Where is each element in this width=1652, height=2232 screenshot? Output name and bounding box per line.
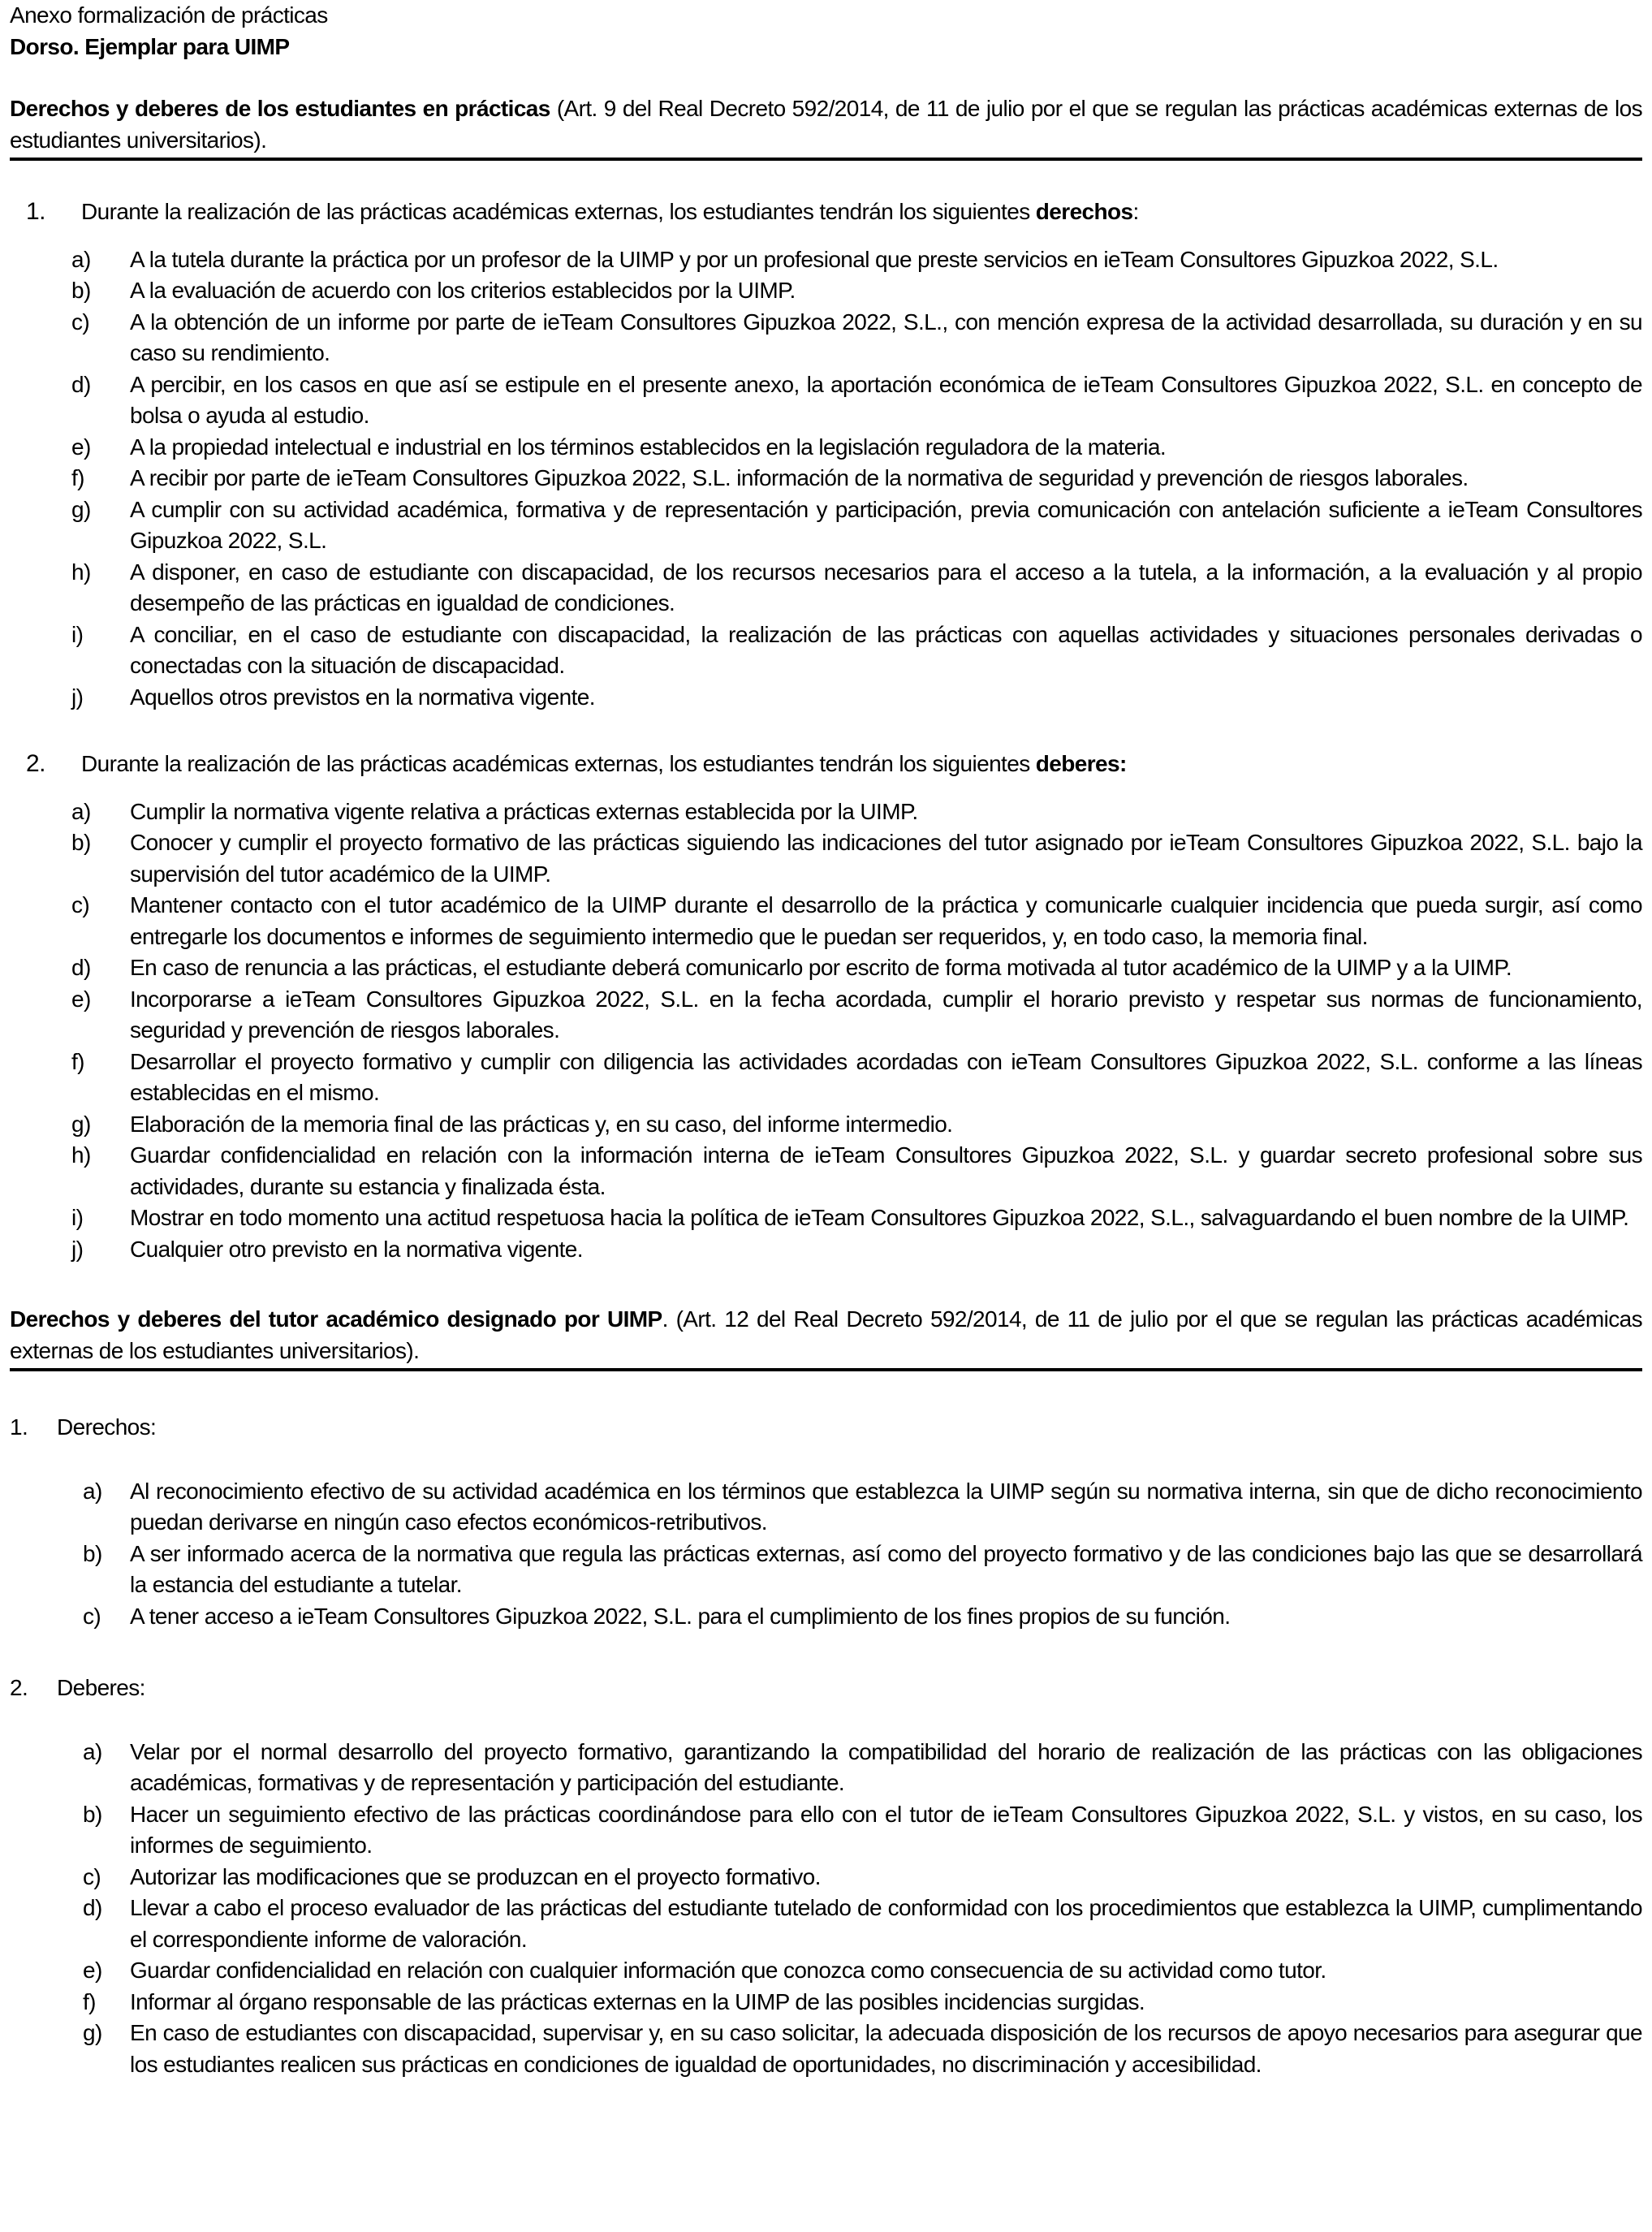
item-text: A disponer, en caso de estudiante con discapacidad, de los recursos necesarios para el acceso a la tutela, a la información, a la evaluación y al propio desempeño de las prácticas en igualdad de condiciones. — [130, 559, 1642, 615]
list-item — [10, 952, 1642, 984]
item-text: Guardar confidencialidad en relación con la información interna de ieTeam Consultores Gipuzkoa 2022, S.L. y guardar secreto profesional sobre sus actividades, durante su estancia y finalizada ésta. — [130, 1142, 1642, 1199]
item-label: c) — [71, 309, 90, 335]
item-label: d) — [71, 955, 91, 980]
list-number: 2. — [10, 1675, 28, 1700]
tutor-rights-heading — [10, 1412, 1642, 1444]
list-item — [10, 620, 1642, 682]
item-label: i) — [71, 621, 84, 647]
tutor-duties-heading — [10, 1673, 1642, 1704]
students-section-title — [10, 93, 1642, 156]
item-label: d) — [83, 1895, 102, 1920]
list-item — [10, 1862, 1642, 1893]
list-item — [10, 1202, 1642, 1234]
item-text: Al reconocimiento efectivo de su actividad académica en los términos que establezca la UIMP según su normativa interna, sin que de dicho reconocimiento puedan derivarse en ningún caso efectos económicos-retributivos. — [130, 1478, 1642, 1535]
list-item — [10, 2018, 1642, 2080]
list-item — [10, 1601, 1642, 1633]
copy-label: Dorso. Ejemplar para UIMP — [10, 33, 290, 59]
duties-intro: Durante la realización de las prácticas académicas externas, los estudiantes tendrán los siguientes — [81, 751, 1036, 776]
list-item — [10, 1476, 1642, 1539]
item-label: c) — [71, 892, 90, 917]
students-duties-list — [10, 797, 1642, 1266]
tutor-title-reference: . (Art. 12 del Real Decreto 592/2014, de 11 de julio por el que se regulan las prácticas académicas externas de los estudiantes universitarios). — [10, 1306, 1642, 1363]
item-label: g) — [71, 1111, 91, 1137]
list-item — [10, 275, 1642, 307]
students-title-reference: (Art. 9 del Real Decreto 592/2014, de 11 de julio por el que se regulan las prácticas académicas externas de los estudiantes universitarios). — [10, 96, 1642, 153]
list-item — [10, 682, 1642, 714]
item-text: Cumplir la normativa vigente relativa a prácticas externas establecida por la UIMP. — [130, 798, 918, 824]
item-text: A la tutela durante la práctica por un profesor de la UIMP y por un profesional que preste servicios en ieTeam Consultores Gipuzkoa 2022, S.L. — [130, 246, 1499, 272]
item-label: e) — [71, 986, 91, 1012]
item-text: Desarrollar el proyecto formativo y cumplir con diligencia las actividades acordadas con ieTeam Consultores Gipuzkoa 2022, S.L. conforme a las líneas establecidas en el mismo. — [130, 1048, 1642, 1105]
item-text: Incorporarse a ieTeam Consultores Gipuzkoa 2022, S.L. en la fecha acordada, cumplir el horario previsto y respetar sus normas de funcionamiento, seguridad y prevención de riesgos laborales. — [130, 986, 1642, 1043]
list-item — [10, 1140, 1642, 1202]
item-label: g) — [71, 496, 91, 522]
item-label: f) — [83, 1988, 96, 2014]
item-text: A la obtención de un informe por parte de ieTeam Consultores Gipuzkoa 2022, S.L., con mención expresa de la actividad desarrollada, su duración y en su caso su rendimiento. — [130, 309, 1642, 365]
list-item — [10, 432, 1642, 464]
students-duties-heading — [10, 749, 1642, 780]
item-text: A percibir, en los casos en que así se estipule en el presente anexo, la aportación económica de ieTeam Consultores Gipuzkoa 2022, S.L. en concepto de bolsa o ayuda al estudio. — [130, 371, 1642, 428]
section-divider — [10, 158, 1642, 161]
item-text: En caso de renuncia a las prácticas, el estudiante deberá comunicarlo por escrito de forma motivada al tutor académico de la UIMP y a la UIMP. — [130, 955, 1512, 980]
list-item — [10, 1539, 1642, 1601]
list-item — [10, 1987, 1642, 2018]
section-divider — [10, 1368, 1642, 1371]
item-label: b) — [71, 278, 91, 303]
item-label: e) — [71, 434, 91, 460]
list-item — [10, 1799, 1642, 1862]
tutor-rights-label: Derechos: — [57, 1414, 157, 1440]
item-label: c) — [83, 1863, 101, 1889]
list-item — [10, 1955, 1642, 1987]
item-label: a) — [71, 798, 91, 824]
list-item — [10, 463, 1642, 494]
duties-keyword: deberes: — [1035, 751, 1127, 776]
students-rights-list — [10, 244, 1642, 714]
item-text: A conciliar, en el caso de estudiante con discapacidad, la realización de las prácticas con aquellas actividades y situaciones personales derivadas o conectadas con la situación de discapacidad. — [130, 621, 1642, 678]
item-label: j) — [71, 684, 84, 710]
item-text: Llevar a cabo el proceso evaluador de las prácticas del estudiante tutelado de conformidad con los procedimientos que establezca la UIMP, cumplimentando el correspondiente informe de valoración. — [130, 1895, 1642, 1952]
list-item — [10, 1109, 1642, 1141]
list-item — [10, 1737, 1642, 1799]
item-label: c) — [83, 1603, 101, 1629]
tutor-title-bold: Derechos y deberes del tutor académico designado por UIMP — [10, 1306, 662, 1332]
tutor-duties-label: Deberes: — [57, 1675, 145, 1700]
list-number: 1. — [10, 1414, 28, 1440]
item-label: j) — [71, 1236, 84, 1262]
list-item — [10, 1893, 1642, 1955]
list-item — [10, 244, 1642, 276]
item-label: h) — [71, 1142, 91, 1168]
item-label: a) — [83, 1478, 102, 1504]
tutor-rights-list — [10, 1476, 1642, 1633]
tutor-duties-list — [10, 1737, 1642, 2081]
list-item — [10, 1047, 1642, 1109]
list-item — [10, 890, 1642, 952]
item-label: f) — [71, 1048, 84, 1074]
item-text: A ser informado acerca de la normativa que regula las prácticas externas, así como del proyecto formativo y de las condiciones bajo las que se desarrollará la estancia del estudiante a tutelar. — [130, 1540, 1642, 1597]
item-text: Autorizar las modificaciones que se produzcan en el proyecto formativo. — [130, 1863, 821, 1889]
list-item — [10, 307, 1642, 369]
students-rights-heading — [10, 196, 1642, 228]
tutor-section-title — [10, 1304, 1642, 1366]
item-label: f) — [71, 465, 84, 490]
item-label: g) — [83, 2020, 102, 2045]
list-item — [10, 557, 1642, 620]
item-text: A tener acceso a ieTeam Consultores Gipuzkoa 2022, S.L. para el cumplimiento de los fines propios de su función. — [130, 1603, 1231, 1629]
item-text: Mantener contacto con el tutor académico de la UIMP durante el desarrollo de la práctica y comunicarle cualquier incidencia que pueda surgir, así como entregarle los documentos e informes de seguimiento intermedio que le puedan ser requeridos, y, en todo caso, la memoria final. — [130, 892, 1642, 949]
rights-keyword: derechos — [1035, 199, 1133, 224]
item-label: b) — [71, 830, 91, 855]
item-text: Mostrar en todo momento una actitud respetuosa hacia la política de ieTeam Consultores Gipuzkoa 2022, S.L., salvaguardando el buen nombre de la UIMP. — [130, 1205, 1629, 1230]
item-label: i) — [71, 1205, 84, 1230]
list-item — [10, 369, 1642, 432]
item-text: Hacer un seguimiento efectivo de las prácticas coordinándose para ello con el tutor de ieTeam Consultores Gipuzkoa 2022, S.L. y vistos, en su caso, los informes de seguimiento. — [130, 1801, 1642, 1858]
item-text: A la evaluación de acuerdo con los criterios establecidos por la UIMP. — [130, 278, 796, 303]
list-number: 2. — [26, 750, 45, 777]
item-text: Cualquier otro previsto en la normativa vigente. — [130, 1236, 583, 1262]
rights-intro: Durante la realización de las prácticas académicas externas, los estudiantes tendrán los siguientes — [81, 199, 1036, 224]
item-label: a) — [83, 1738, 102, 1764]
annex-title: Anexo formalización de prácticas — [10, 2, 328, 28]
list-item — [10, 827, 1642, 890]
item-text: A cumplir con su actividad académica, formativa y de representación y participación, previa comunicación con antelación suficiente a ieTeam Consultores Gipuzkoa 2022, S.L. — [130, 496, 1642, 553]
item-text: Informar al órgano responsable de las prácticas externas en la UIMP de las posibles incidencias surgidas. — [130, 1988, 1145, 2014]
item-text: A la propiedad intelectual e industrial en los términos establecidos en la legislación reguladora de la materia. — [130, 434, 1167, 460]
item-text: Elaboración de la memoria final de las prácticas y, en su caso, del informe intermedio. — [130, 1111, 953, 1137]
item-label: b) — [83, 1801, 102, 1827]
item-text: Velar por el normal desarrollo del proyecto formativo, garantizando la compatibilidad del horario de realización de las prácticas con las obligaciones académicas, formativas y de representación y participación del estudiante. — [130, 1738, 1642, 1795]
item-text: Guardar confidencialidad en relación con cualquier información que conozca como consecuencia de su actividad como tutor. — [130, 1958, 1326, 1983]
rights-intro-end: : — [1132, 199, 1139, 224]
list-item — [10, 494, 1642, 557]
item-text: Aquellos otros previstos en la normativa vigente. — [130, 684, 595, 710]
item-label: a) — [71, 246, 91, 272]
students-title-bold: Derechos y deberes de los estudiantes en prácticas — [10, 96, 550, 121]
list-item — [10, 1234, 1642, 1266]
item-label: b) — [83, 1540, 102, 1566]
item-label: e) — [83, 1958, 102, 1983]
list-item — [10, 984, 1642, 1047]
item-text: Conocer y cumplir el proyecto formativo de las prácticas siguiendo las indicaciones del tutor asignado por ieTeam Consultores Gipuzkoa 2022, S.L. bajo la supervisión del tutor académico de la UIMP. — [130, 830, 1642, 887]
item-label: d) — [71, 371, 91, 397]
list-item — [10, 797, 1642, 828]
item-text: En caso de estudiantes con discapacidad, supervisar y, en su caso solicitar, la adecuada disposición de los recursos de apoyo necesarios para asegurar que los estudiantes realicen sus prácticas en condiciones de igualdad de oportunidades, no discriminación y accesibilidad. — [130, 2020, 1642, 2077]
item-text: A recibir por parte de ieTeam Consultores Gipuzkoa 2022, S.L. información de la normativa de seguridad y prevención de riesgos laborales. — [130, 465, 1469, 490]
item-label: h) — [71, 559, 91, 585]
list-number: 1. — [26, 198, 45, 225]
